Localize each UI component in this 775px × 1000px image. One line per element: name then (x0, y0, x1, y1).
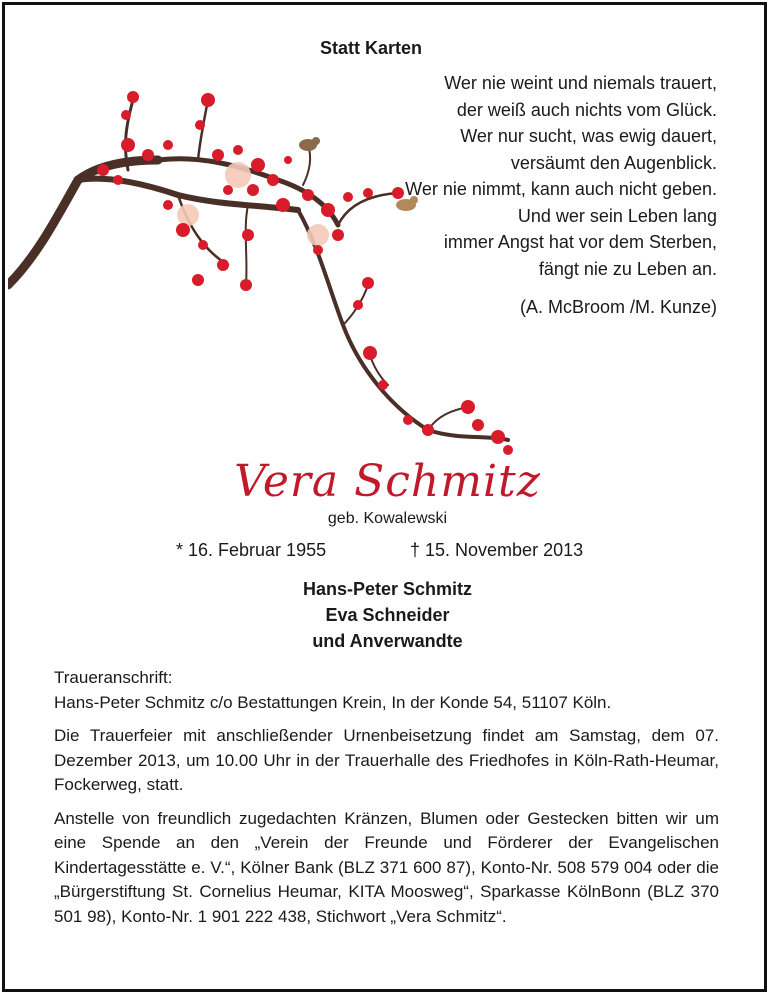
poem-line: Und wer sein Leben lang (517, 205, 717, 226)
poem-line: versäumt den Augenblick. (510, 152, 717, 173)
maiden-name: geb. Kowalewski (327, 510, 448, 527)
death-date: † 15. November 2013 (410, 540, 584, 560)
mourners-list (0, 576, 775, 654)
donation-info: Anstelle von freundlich zugedachten Kränzen, Blumen oder Gestecken bitten wir um eine Spende an den „Verein der Freunde und Förderer der Evangelischen Kindertagesstätte e. V.“, Kölner Bank (BLZ 371 600 87), Konto-Nr. 508 579 004 oder die „Bürgerstiftung St. Cornelius Heumar, KITA Moosweg“, Sparkasse KölnBonn (BLZ 370 501 98), Konto-Nr. 1 901 222 438, Stichwort „Vera Schmitz“. (54, 808, 719, 926)
deceased-name: Vera Schmitz (234, 456, 541, 507)
poem-line: Wer nie weint und niemals trauert, (444, 73, 717, 93)
mourner: und Anverwandte (312, 631, 463, 651)
poem-line: Wer nie nimmt, kann auch nicht geben. (405, 179, 717, 199)
ceremony-info: Die Trauerfeier mit anschließender Urnenbeisetzung findet am Samstag, dem 07. Dezember 2013, um 10.00 Uhr in der Trauerhalle des Friedhofes in Köln-Rath-Heumar, Fockerweg, statt. (54, 726, 719, 794)
birth-date: * 16. Februar 1955 (176, 540, 327, 560)
poem-author: (A. McBroom /M. Kunze) (519, 297, 717, 317)
address-label: Traueranschrift: (54, 668, 173, 687)
mourner: Hans-Peter Schmitz (302, 579, 473, 599)
poem-line: immer Angst hat vor dem Sterben, (443, 232, 717, 252)
poem-line: fängt nie zu Leben an. (538, 258, 717, 279)
poem (317, 70, 717, 321)
notice-body (54, 666, 719, 938)
poem-line: der weiß auch nichts vom Glück. (456, 99, 717, 120)
mourner: Eva Schneider (325, 605, 450, 625)
address: Hans-Peter Schmitz c/o Bestattungen Krein, In der Konde 54, 51107 Köln. (54, 692, 612, 712)
headline: Statt Karten (320, 38, 423, 58)
poem-line: Wer nur sucht, was ewig dauert, (460, 126, 717, 146)
